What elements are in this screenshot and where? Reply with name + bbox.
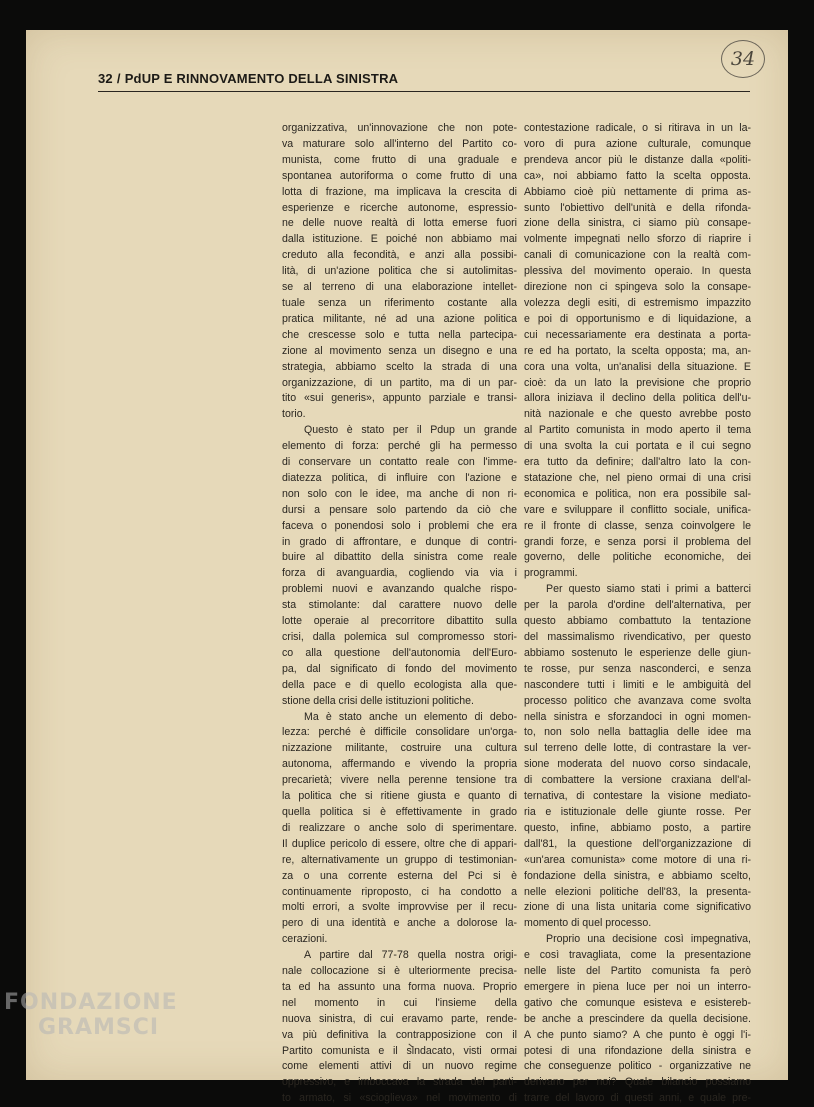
- text-line: va più definitiva la contrapposizione con il: [282, 1028, 517, 1041]
- text-line: Ma è stato anche un elemento di debo-: [304, 710, 517, 723]
- text-line: per la parola d'ordine dell'alternativa, per: [524, 599, 751, 612]
- text-line: te rosse, pur senza nasconderci, e senza: [524, 662, 751, 675]
- text-line: «un'area comunista» come motore di una ri-: [524, 853, 751, 866]
- text-line: ta ed ha assunto una forma nuova. Proprio: [282, 980, 517, 993]
- text-line: nascondere tutti i limiti e le ambiguità del: [524, 678, 751, 691]
- text-line: quella politica si è effettivamente in grado: [282, 805, 517, 818]
- text-line: zione della sinistra, ci siamo più consape-: [524, 217, 751, 230]
- text-line: strategia, abbiamo scelto la strada di una: [282, 360, 517, 373]
- text-line: zione al movimento senza un disegno e una: [282, 344, 517, 357]
- text-line: organizzazione, di un partito, ma di un par-: [282, 376, 517, 389]
- text-line: Abbiamo cioè più nettamente di prima as-: [524, 185, 751, 198]
- text-line: organizzativa, un'innovazione che non pote-: [282, 122, 517, 134]
- text-line: contestazione radicale, o si ritirava in un la-: [524, 122, 751, 134]
- text-line: nizzazione militante, costruire una cultura: [282, 742, 517, 755]
- text-line: precarietà; vivere nella perenne tensione tra: [282, 774, 517, 787]
- text-line: che conseguenze politico - organizzative ne: [524, 1060, 751, 1073]
- text-line: governo, delle politiche economiche, dei: [524, 551, 751, 564]
- text-line: di conservare un contatto reale con l'imme-: [282, 456, 517, 469]
- text-line: ca», noi abbiamo fatto la scelta opposta.: [524, 169, 751, 182]
- text-line: fondazione della sinistra, e abbiamo scelto,: [524, 869, 751, 882]
- text-line: pero di una identità e anche a dolorose la-: [282, 917, 517, 930]
- text-line: Questo è stato per il Pdup un grande: [304, 424, 517, 437]
- text-line: nuova sinistra, di cui eravamo parte, rende-: [282, 1012, 517, 1025]
- text-line: pa, dal significato di fondo del movimento: [282, 662, 517, 675]
- text-line: dall'81, la questione dell'organizzazione di: [524, 837, 751, 850]
- text-line: Per questo siamo stati i primi a batterci: [546, 583, 751, 596]
- text-line: to, non solo nella battaglia delle idee ma: [524, 726, 751, 739]
- header-rule: [98, 91, 750, 92]
- text-line: forza di avanguardia, cogliendo via via i: [282, 567, 517, 580]
- text-line: e così travagliata, come la presentazione: [524, 949, 751, 962]
- text-line: se al terreno di una elaborazione intellet-: [282, 281, 517, 294]
- text-line: che crescesse solo e tutta nella partecipa-: [282, 328, 517, 341]
- text-line: voro di pura azione culturale, comunque: [524, 137, 751, 150]
- text-line: volezza degli esiti, di estremismo impazzito: [524, 296, 751, 309]
- text-line: cioè: da un lato la previsione che proprio: [524, 376, 751, 389]
- text-line: di combattere la versione craxiana dell'al-: [524, 774, 751, 787]
- text-line: nale collocazione si è ulteriormente precisa-: [282, 965, 517, 978]
- text-line: tuale senza un riferimento costante alla: [282, 296, 517, 309]
- text-line: derivano per noi? Quale bilancio possiamo: [524, 1076, 751, 1089]
- text-line: Proprio una decisione così impegnativa,: [546, 933, 751, 946]
- text-line: programmi.: [524, 567, 578, 580]
- text-line: autonoma, affermando e vivendo la propria: [282, 758, 517, 771]
- text-line: Il duplice pericolo di essere, oltre che di appari-: [282, 837, 517, 850]
- text-line: co alla questione dell'autonomia dell'Euro-: [282, 646, 517, 659]
- text-line: spontanea autoriforma o come frutto di una: [282, 169, 517, 182]
- text-line: questo, infine, abbiamo posto, a partire: [524, 821, 751, 834]
- text-line: grandi forze, e senza porsi il problema del: [524, 535, 751, 548]
- text-line: questo abbiamo combattuto la tentazione: [524, 615, 751, 628]
- text-line: e poi di opportunismo e di liquidazione, a: [524, 312, 751, 325]
- text-line: allora iniziava il declino della politica dell'u-: [524, 392, 751, 405]
- text-line: continuamente riproposto, ci ha condotto a: [282, 885, 517, 898]
- text-line: re, alternativamente un gruppo di testimonian-: [282, 853, 517, 866]
- text-line: era tutto da definire; dall'altro lato la con-: [524, 456, 751, 469]
- text-line: di una svolta la cui portata e il cui segno: [524, 440, 751, 453]
- text-line: momento di quel processo.: [524, 917, 652, 930]
- text-line: elemento di forza: perché gli ha permesso: [282, 440, 517, 453]
- text-line: emergere in piena luce per noi un interro-: [524, 980, 751, 993]
- text-line: della pace e di quello ecologista alla que-: [282, 678, 517, 691]
- text-line: non solo con le idee, ma anche di non ri-: [282, 487, 517, 500]
- text-line: A che punto siamo? A che punto è oggi l'i-: [524, 1028, 751, 1041]
- text-line: come elementi attivi di un nuovo regime: [282, 1060, 517, 1073]
- header-separator: /: [116, 71, 121, 86]
- left-text-column: [282, 121, 517, 1107]
- text-line: abbiamo sostenuto le esperienze delle giun-: [524, 646, 751, 659]
- text-line: nità nazionale e che questo avrebbe posto: [524, 408, 751, 421]
- text-line: la politica che si ritiene giusta e quanto di: [282, 790, 517, 803]
- page-header: [98, 71, 750, 86]
- text-line: cui necessariamente era destinata a porta-: [524, 328, 751, 341]
- text-line: plessiva del movimento operaio. In questa: [524, 265, 751, 278]
- text-line: trarre del lavoro di questi anni, e quale pre-: [524, 1092, 751, 1105]
- text-line: stione della crisi delle istituzioni politiche.: [282, 694, 474, 707]
- section-title: PdUP E RINNOVAMENTO DELLA SINISTRA: [124, 71, 399, 86]
- page-number: 32: [98, 71, 113, 86]
- text-line: re ed ha portato, la scelta opposta; ma, an-: [524, 344, 751, 357]
- text-line: tito «sui generis», appunto parziale e transi-: [282, 392, 517, 405]
- text-line: creduto alla fecondità, e anzi alla possibi-: [282, 249, 517, 262]
- text-line: buire al dibattito della sinistra come reale: [282, 551, 517, 564]
- watermark-line-2: GRAMSCI: [38, 1015, 160, 1040]
- text-line: vare e sviluppare il conflitto sociale, unifica-: [524, 503, 751, 516]
- text-line: diatezza politica, di influire con l'azione e: [282, 471, 517, 484]
- text-line: molti errori, a svolte improvvise per il recu-: [282, 901, 517, 914]
- text-line: dalla istituzione. E poiché non abbiamo mai: [282, 233, 517, 246]
- text-line: nel momento in cui l'insieme della: [282, 996, 517, 1009]
- text-line: cora una volta, un'analisi della situazione. E: [524, 360, 751, 373]
- text-line: potesi di una rifondazione della sinistra e: [524, 1044, 751, 1057]
- text-line: di realizzare o anche solo di sperimentare.: [282, 821, 517, 834]
- text-line: gativo che comunque esisteva e esistereb-: [524, 996, 751, 1009]
- text-line: zione di una lista unitaria come significativo: [524, 901, 751, 914]
- right-text-column: [524, 121, 751, 1107]
- text-line: sione moderata del nuovo corso sindacale,: [524, 758, 751, 771]
- text-line: re il fronte di classe, senza coinvolgere le: [524, 519, 751, 532]
- text-line: processo politico che avanzava come svolta: [524, 694, 751, 707]
- text-line: munista, come frutto di una graduale e: [282, 153, 517, 166]
- text-line: nelle elezioni politiche dell'83, la presenta-: [524, 885, 751, 898]
- stamp-number: 34: [730, 48, 756, 70]
- text-line: volmente impegnati nello sforzo di riaprire i: [524, 233, 751, 246]
- text-line: al Partito comunista in modo aperto il tema: [524, 424, 751, 437]
- text-line: pratica militante, né ad una azione politica: [282, 312, 517, 325]
- text-line: crisi, dalla polemica sul compromesso stori-: [282, 631, 517, 643]
- text-line: lezza: perché è difficile consolidare un'orga-: [282, 726, 517, 739]
- text-line: direzione non ci spingeva solo la consape-: [524, 281, 751, 294]
- text-line: to armato, si «scioglieva» nel movimento di: [282, 1092, 517, 1105]
- text-line: sta stimolante: dal carattere nuovo delle: [282, 599, 517, 612]
- text-line: lotte operaie al precorritore dibattito sulla: [282, 615, 517, 628]
- text-line: canali di comunicazione con la realtà com-: [524, 249, 751, 262]
- text-line: in grado di affrontare, e dunque di contri-: [282, 535, 517, 548]
- text-line: ria e istituzionale delle giunte rosse. Per: [524, 805, 751, 818]
- text-line: torio.: [282, 408, 306, 421]
- text-line: economica e politica, non era possibile sal-: [524, 487, 751, 500]
- text-line: lotta di frazione, ma implicava la crescita di: [282, 185, 517, 198]
- text-line: faceva o ponendosi solo i problemi che era: [282, 519, 517, 532]
- text-line: be anche a prescindere da quella decisione.: [524, 1012, 751, 1025]
- text-line: problemi nuovi e avanzando qualche rispo-: [282, 583, 517, 596]
- text-line: prendeva ancor più le distanze dalla «politi-: [524, 153, 751, 166]
- text-line: statazione che, nel pieno ormai di una crisi: [524, 471, 751, 484]
- text-line: dursi a pensare solo partendo da ciò che: [282, 503, 517, 516]
- text-line: lità, di un'azione politica che si autolimitas-: [282, 265, 517, 278]
- text-line: Partito comunista e il sindacato, visti ormai: [282, 1044, 517, 1057]
- text-line: esperienze e ricerche autonome, espressio-: [282, 201, 517, 214]
- text-line: oppressivo, e imboccava la strada del parti-: [282, 1076, 517, 1089]
- archive-watermark: [4, 990, 178, 1040]
- text-line: sunto l'obiettivo dell'unità e della rifonda-: [524, 201, 751, 214]
- text-line: nella sinistra e sforzandoci in ogni momen-: [524, 710, 751, 723]
- text-line: del massimalismo rivendicativo, per questo: [524, 631, 751, 643]
- text-line: za o una corrente esterna del Pci si è: [282, 869, 517, 882]
- text-line: ternativa, di contestare la visione mediato-: [524, 790, 751, 803]
- text-line: nelle liste del Partito comunista fa però: [524, 965, 751, 978]
- text-line: A partire dal 77-78 quella nostra origi-: [304, 949, 517, 962]
- watermark-line-1: FONDAZIONE: [4, 990, 178, 1015]
- archive-stamp-number: [721, 40, 765, 78]
- text-line: sul terreno delle lotte, di contrastare la ver-: [524, 742, 751, 755]
- text-line: cerazioni.: [282, 933, 328, 946]
- text-line: ne delle nuove realtà di lotta emerse fuori: [282, 217, 517, 230]
- text-line: va maturare solo all'interno del Partito co-: [282, 137, 517, 150]
